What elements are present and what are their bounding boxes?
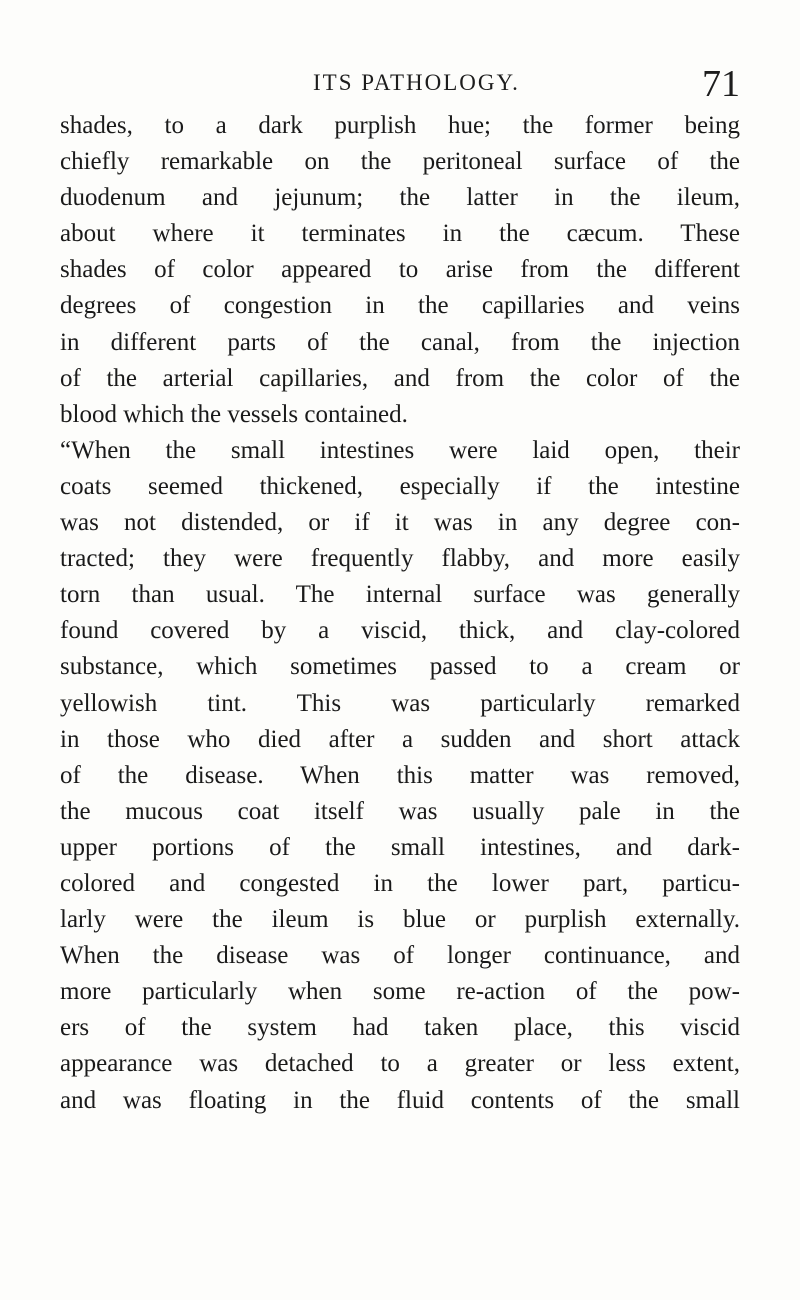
text-line: When the disease was of longer continuance, and <box>60 942 740 970</box>
text-line: the mucous coat itself was usually pale in the <box>60 797 740 825</box>
text-line: upper portions of the small intestines, and dark- <box>60 833 740 861</box>
text-line: about where it terminates in the cæcum. These <box>60 220 740 248</box>
text-line: of the arterial capillaries, and from the color of the <box>60 364 740 392</box>
text-line: “When the small intestines were laid open, their <box>60 436 740 464</box>
text-line: larly were the ileum is blue or purplish externally. <box>60 906 740 934</box>
text-line: in different parts of the canal, from the injection <box>60 328 740 356</box>
running-title: ITS PATHOLOGY. <box>313 70 520 95</box>
text-line: torn than usual. The internal surface was generally <box>60 581 740 609</box>
text-line: in those who died after a sudden and short attack <box>60 725 740 753</box>
text-line: yellowish tint. This was particularly remarked <box>60 689 740 717</box>
body-text <box>60 108 740 1119</box>
text-line: and was floating in the fluid contents of the small <box>60 1086 740 1114</box>
running-head <box>60 62 740 106</box>
text-line: shades of color appeared to arise from the different <box>60 256 740 284</box>
text-line: found covered by a viscid, thick, and clay-colored <box>60 617 740 645</box>
text-line: was not distended, or if it was in any degree con- <box>60 509 740 537</box>
text-line: shades, to a dark purplish hue; the former being <box>60 112 740 139</box>
text-line: of the disease. When this matter was removed, <box>60 761 740 789</box>
page-number: 71 <box>702 63 740 105</box>
text-line: tracted; they were frequently flabby, and more easily <box>60 545 740 573</box>
text-line: ers of the system had taken place, this viscid <box>60 1014 740 1042</box>
text-line: duodenum and jejunum; the latter in the ileum, <box>60 184 740 212</box>
text-line: appearance was detached to a greater or less extent, <box>60 1050 740 1078</box>
text-line: substance, which sometimes passed to a cream or <box>60 653 740 681</box>
text-line: degrees of congestion in the capillaries and veins <box>60 292 740 320</box>
text-line: chiefly remarkable on the peritoneal surface of the <box>60 148 740 176</box>
text-line: more particularly when some re-action of the pow- <box>60 978 740 1006</box>
text-line: coats seemed thickened, especially if the intestine <box>60 472 740 500</box>
text-line: blood which the vessels contained. <box>60 400 408 428</box>
text-line: colored and congested in the lower part, particu- <box>60 869 740 897</box>
